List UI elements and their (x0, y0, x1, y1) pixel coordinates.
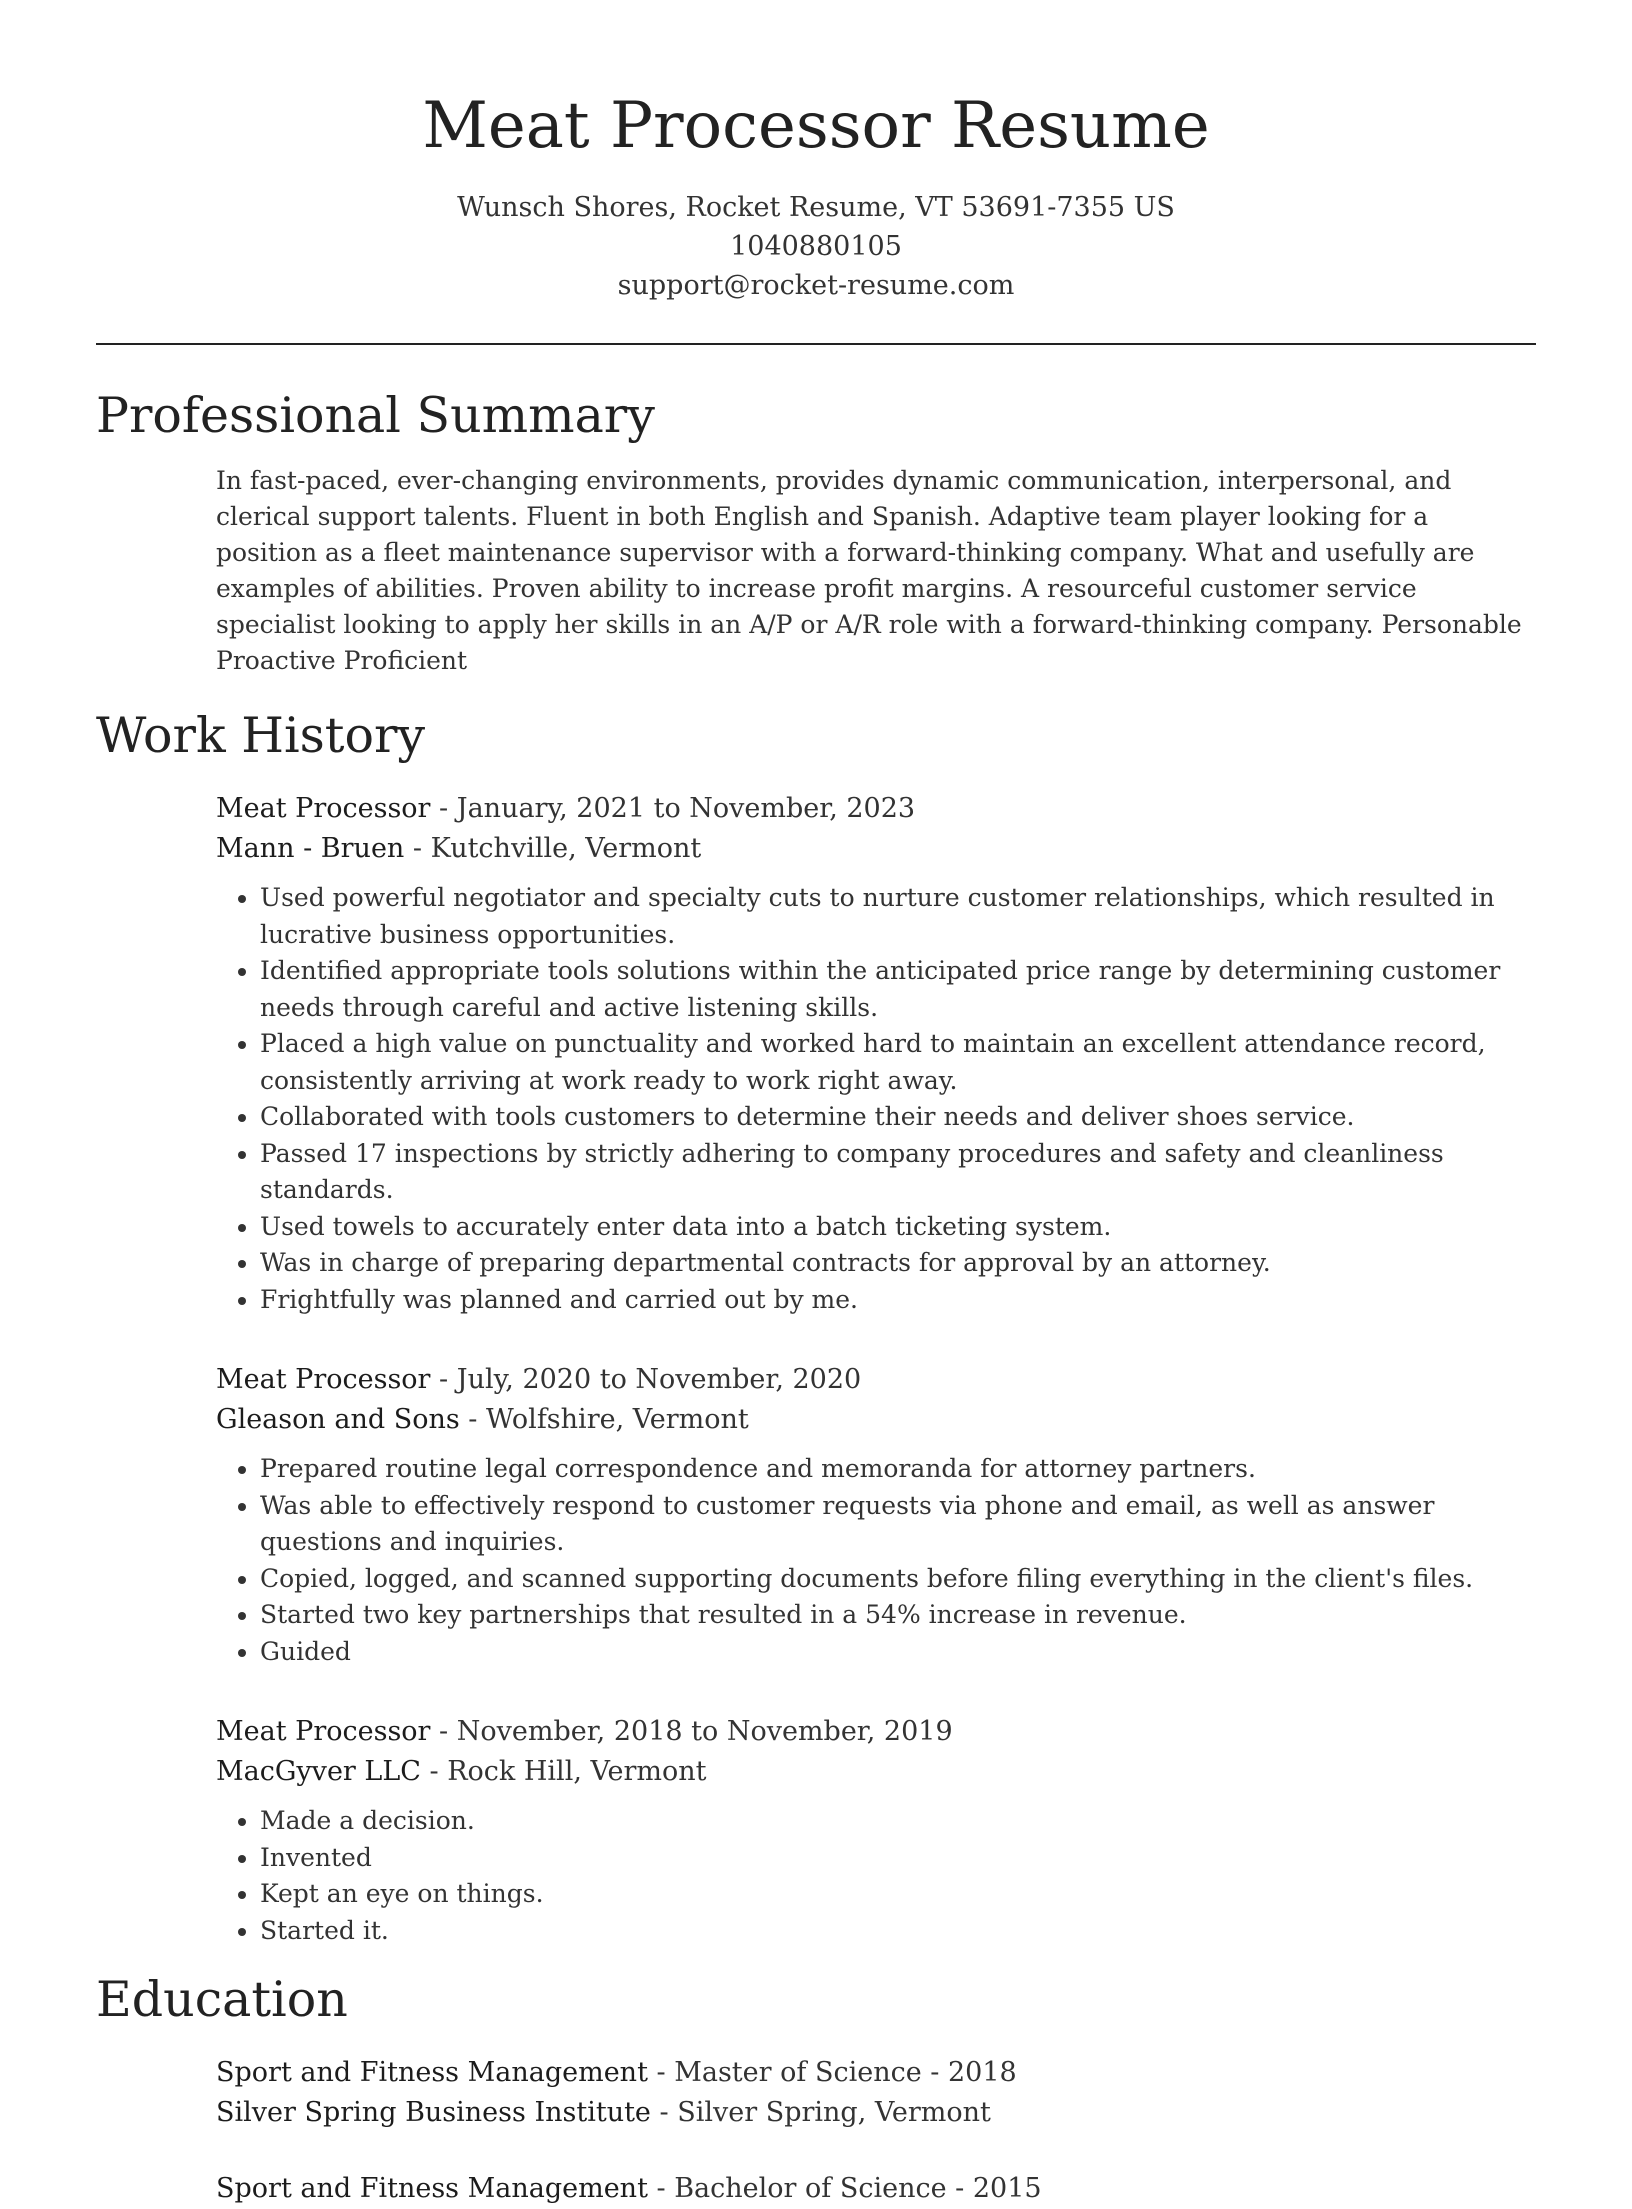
job-dates: - November, 2018 to November, 2019 (430, 1716, 953, 1747)
job-entry (216, 1712, 1536, 1949)
list-item: • Passed 17 inspections by strictly adhering to company procedures and safety and cleanliness standards. (260, 1136, 1536, 1209)
list-item: • Placed a high value on punctuality and worked hard to maintain an excellent attendance record, consistently arriving at work ready to work right away. (260, 1026, 1536, 1099)
job-location: - Rock Hill, Vermont (420, 1756, 707, 1787)
job-entry (216, 789, 1536, 1318)
phone-number: 1040880105 (730, 231, 902, 262)
job-dates: - January, 2021 to November, 2023 (430, 793, 916, 824)
job-bullets (216, 1451, 1536, 1670)
list-item: • Frightfully was planned and carried out by me. (260, 1282, 1536, 1319)
list-item: • Started two key partnerships that resulted in a 54% increase in revenue. (260, 1597, 1536, 1634)
education-degree: - Master of Science (647, 2057, 922, 2088)
education-school-line (216, 2093, 1536, 2133)
job-bullets (216, 880, 1536, 1318)
list-item: • Made a decision. (260, 1803, 1536, 1840)
education-degree-line (216, 2169, 1536, 2209)
job-role: Meat Processor (216, 1716, 431, 1747)
list-item: • Started it. (260, 1913, 1536, 1950)
job-entry (216, 1360, 1536, 1670)
education-year: - 2018 (921, 2057, 1017, 2088)
job-company: Mann - Bruen (216, 833, 405, 864)
education-entry (216, 2169, 1536, 2209)
education-degree-line (216, 2053, 1536, 2093)
section-title-education: Education (96, 1971, 348, 2028)
resume-header (96, 0, 1536, 305)
header-divider (96, 343, 1536, 345)
resume-title: Meat Processor Resume (422, 89, 1210, 163)
education-location: - Silver Spring, Vermont (650, 2097, 991, 2128)
section-title-summary: Professional Summary (96, 387, 655, 444)
job-company: Gleason and Sons (216, 1404, 460, 1435)
list-item: • Invented (260, 1840, 1536, 1877)
list-item: • Identified appropriate tools solutions within the anticipated price range by determining customer needs through careful and active listening skills. (260, 953, 1536, 1026)
job-company-line (216, 829, 1536, 869)
education-field: Sport and Fitness Management (216, 2057, 648, 2088)
list-item: • Kept an eye on things. (260, 1876, 1536, 1913)
job-location: - Kutchville, Vermont (404, 833, 702, 864)
list-item: • Prepared routine legal correspondence and memoranda for attorney partners. (260, 1451, 1536, 1488)
education-school: Silver Spring Business Institute (216, 2097, 651, 2128)
list-item: • Guided (260, 1634, 1536, 1671)
resume-page (96, 0, 1536, 2209)
list-item: • Used powerful negotiator and specialty cuts to nurture customer relationships, which resulted in lucrative business opportunities. (260, 880, 1536, 953)
job-title-line (216, 1360, 1536, 1400)
section-title-work-history: Work History (96, 707, 426, 764)
education-entry (216, 2053, 1536, 2133)
list-item: • Was able to effectively respond to customer requests via phone and email, as well as answer questions and inquiries. (260, 1488, 1536, 1561)
email-address: support@rocket-resume.com (617, 270, 1015, 301)
education-field: Sport and Fitness Management (216, 2173, 648, 2204)
job-role: Meat Processor (216, 793, 431, 824)
list-item: • Copied, logged, and scanned supporting documents before filing everything in the client's files. (260, 1561, 1536, 1598)
job-title-line (216, 1712, 1536, 1752)
summary-text: In fast-paced, ever-changing environments, provides dynamic communication, interpersonal, and clerical support talents. Fluent in both English and Spanish. Adaptive team player looking for a position as a fleet maintenance supervisor with a forward-thinking company. What and usefully are examples of abilities. Proven ability to increase profit margins. A resourceful customer service specialist looking to apply her skills in an A/P or A/R role with a forward-thinking company. Personable Proactive Proficient (216, 466, 1522, 675)
job-location: - Wolfshire, Vermont (459, 1404, 749, 1435)
job-role: Meat Processor (216, 1364, 431, 1395)
list-item: • Used towels to accurately enter data into a batch ticketing system. (260, 1209, 1536, 1246)
list-item: • Was in charge of preparing departmental contracts for approval by an attorney. (260, 1245, 1536, 1282)
job-company-line (216, 1752, 1536, 1792)
job-bullets (216, 1803, 1536, 1949)
education-degree: - Bachelor of Science (647, 2173, 947, 2204)
job-company: MacGyver LLC (216, 1756, 421, 1787)
job-company-line (216, 1400, 1536, 1440)
job-dates: - July, 2020 to November, 2020 (430, 1364, 862, 1395)
address: Wunsch Shores, Rocket Resume, VT 53691-7355 US (457, 192, 1175, 223)
job-title-line (216, 789, 1536, 829)
list-item: • Collaborated with tools customers to determine their needs and deliver shoes service. (260, 1099, 1536, 1136)
education-year: - 2015 (946, 2173, 1042, 2204)
